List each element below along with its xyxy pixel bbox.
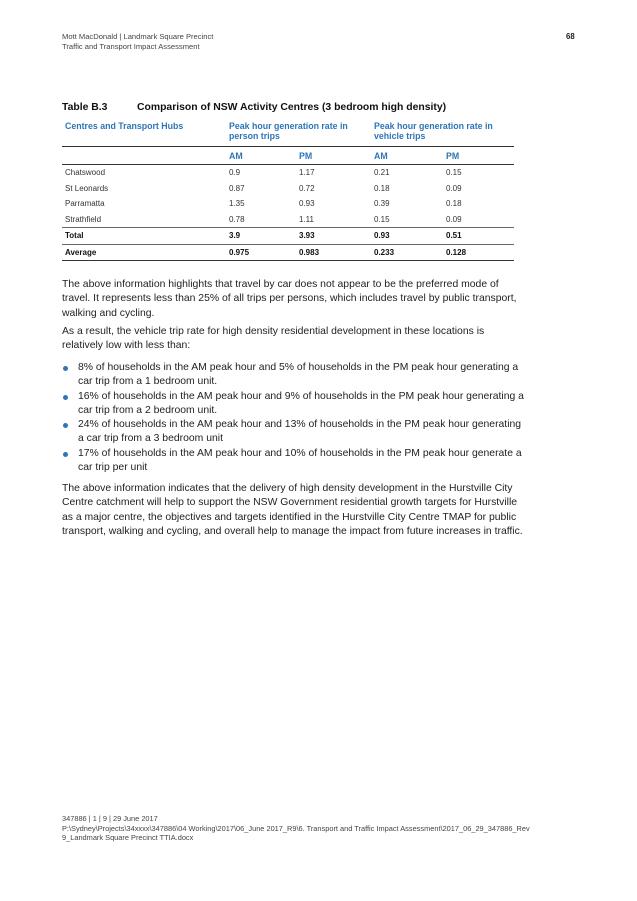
cell-vehicle-am: 0.18 <box>374 183 390 193</box>
col-header-vehicle-pm: PM <box>443 147 514 165</box>
header-line-1: Mott MacDonald | Landmark Square Precinct <box>62 32 214 41</box>
cell-person-am: 1.35 <box>229 199 245 209</box>
cell-average-person-am: 0.975 <box>226 244 296 261</box>
cell-vehicle-am: 0.21 <box>374 168 390 178</box>
cell-total-vehicle-pm: 0.51 <box>443 228 514 245</box>
household-bullet-list <box>62 361 524 475</box>
footer-file-path: P:\Sydney\Projects\34xxxx\347886\04 Working\2017\06_June 2017_R9\6. Transport and Traffic Impact Assessment\2017_06_29_347886_Rev 9_Landmark Square Precinct TTIA.docx <box>62 823 530 842</box>
table-caption <box>62 102 446 113</box>
col-header-hubs: Centres and Transport Hubs <box>65 121 184 131</box>
page-footer <box>62 814 542 843</box>
table-title: Comparison of NSW Activity Centres (3 bedroom high density) <box>137 102 447 113</box>
col-header-vehicle-am: AM <box>371 147 443 165</box>
col-header-vehicle-trips: Peak hour generation rate in vehicle trips <box>374 121 493 141</box>
table-total-row <box>62 228 514 245</box>
cell-centre: Strathfield <box>65 214 102 224</box>
cell-centre: Chatswood <box>65 168 106 178</box>
cell-centre: Parramatta <box>65 199 105 209</box>
table-row <box>62 181 514 197</box>
bullet-text: 17% of households in the AM peak hour and 10% of households in the PM peak hour generate a car trip per unit <box>78 447 522 474</box>
list-item <box>62 418 524 447</box>
bullet-icon <box>63 423 68 428</box>
table-number: Table B.3 <box>62 102 108 113</box>
list-item <box>62 361 524 390</box>
col-header-empty <box>62 147 226 165</box>
paragraph-trip-rate: As a result, the vehicle trip rate for high density residential development in these locations is relatively low with less than: <box>62 326 485 352</box>
cell-person-pm: 1.17 <box>299 168 315 178</box>
cell-average-label: Average <box>62 244 226 261</box>
running-header <box>62 32 213 51</box>
cell-average-person-pm: 0.983 <box>296 244 371 261</box>
bullet-icon <box>63 452 68 457</box>
paragraph-conclusion: The above information indicates that the delivery of high density development in the Hurstville City Centre catchment will help to support the NSW Government residential growth targets for Hurstville as a major centre, the objectives and targets identified in the Hurstville City Centre TMAP for public transport, walking and cycling, and overall help to manage the impact from future increases in traffic. <box>62 483 523 537</box>
col-header-person-pm: PM <box>296 147 371 165</box>
cell-person-am: 0.78 <box>229 214 245 224</box>
cell-vehicle-pm: 0.15 <box>446 168 462 178</box>
bullet-text: 16% of households in the AM peak hour and 9% of households in the PM peak hour generating a car trip from a 2 bedroom unit. <box>78 390 524 416</box>
table-average-row <box>62 244 514 261</box>
col-header-person-am: AM <box>226 147 296 165</box>
table-sub-header-row <box>62 147 514 165</box>
cell-person-pm: 0.72 <box>299 183 315 193</box>
cell-centre: St Leonards <box>65 183 109 193</box>
table-row <box>62 165 514 181</box>
footer-reference: 347886 | 1 | 9 | 29 June 2017 <box>62 814 158 823</box>
table-row <box>62 212 514 228</box>
list-item <box>62 447 524 476</box>
table-group-header-row <box>62 118 514 147</box>
cell-average-vehicle-am: 0.233 <box>371 244 443 261</box>
cell-person-am: 0.9 <box>229 168 241 178</box>
cell-average-vehicle-pm: 0.128 <box>443 244 514 261</box>
list-item <box>62 390 524 419</box>
col-header-person-trips: Peak hour generation rate in person trips <box>229 121 348 141</box>
cell-vehicle-am: 0.39 <box>374 199 390 209</box>
bullet-icon <box>63 395 68 400</box>
page-number: 68 <box>566 32 575 41</box>
table-row <box>62 196 514 212</box>
cell-total-person-am: 3.9 <box>226 228 296 245</box>
cell-person-pm: 0.93 <box>299 199 315 209</box>
cell-person-am: 0.87 <box>229 183 245 193</box>
cell-vehicle-am: 0.15 <box>374 214 390 224</box>
cell-vehicle-pm: 0.18 <box>446 199 462 209</box>
cell-total-vehicle-am: 0.93 <box>371 228 443 245</box>
paragraph-car-travel: The above information highlights that travel by car does not appear to be the preferred mode of travel. It represents less than 25% of all trips per persons, which includes travel by public transport, walking and cycling. <box>62 279 517 319</box>
cell-person-pm: 1.11 <box>299 214 314 224</box>
bullet-text: 24% of households in the AM peak hour and 13% of households in the PM peak hour generating a car trip from a 3 bedroom unit <box>78 419 522 445</box>
bullet-icon <box>63 366 68 371</box>
cell-vehicle-pm: 0.09 <box>446 183 462 193</box>
cell-total-person-pm: 3.93 <box>296 228 371 245</box>
comparison-table <box>62 118 514 261</box>
header-line-2: Traffic and Transport Impact Assessment <box>62 41 200 51</box>
cell-total-label: Total <box>62 228 226 245</box>
cell-vehicle-pm: 0.09 <box>446 214 462 224</box>
bullet-text: 8% of households in the AM peak hour and 5% of households in the PM peak hour generating a car trip from a 1 bedroom unit. <box>78 362 519 388</box>
